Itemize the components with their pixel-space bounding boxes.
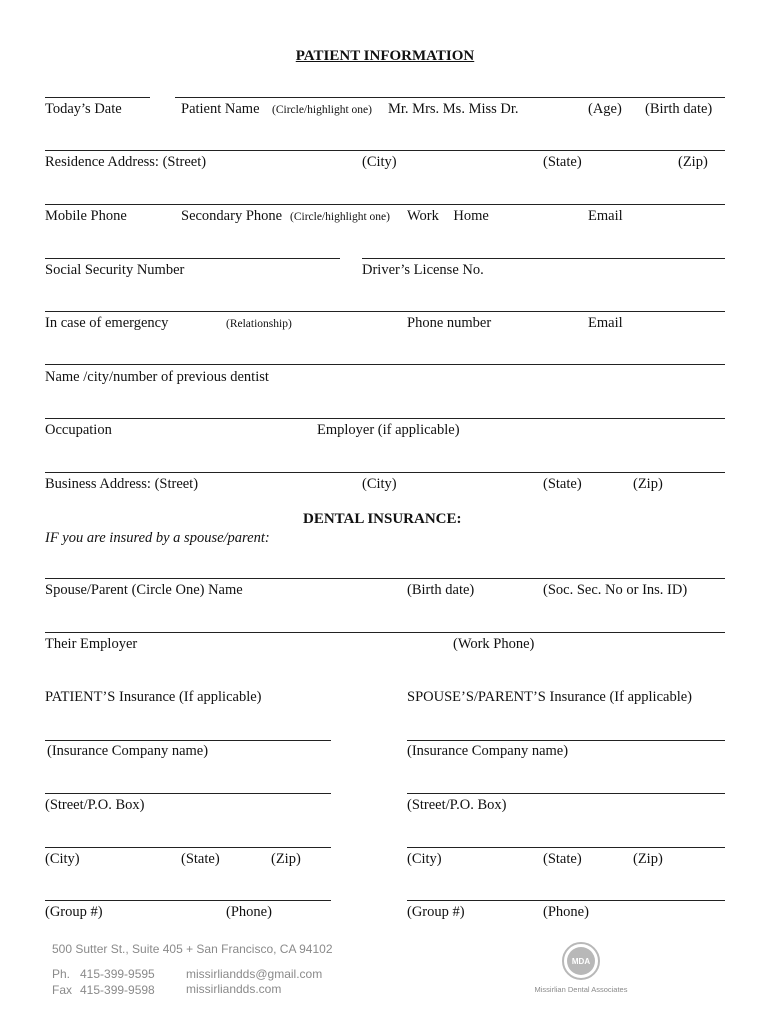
employer-label: Employer (if applicable) xyxy=(317,422,460,438)
patient-name-label: Patient Name xyxy=(181,101,260,117)
age-label: (Age) xyxy=(588,101,622,117)
their-employer-label: Their Employer xyxy=(45,636,138,652)
business-label: Business Address: (Street) xyxy=(45,476,199,492)
business-line[interactable] xyxy=(45,472,725,473)
residence-zip-label: (Zip) xyxy=(678,154,708,170)
circle-note: (Circle/highlight one) xyxy=(272,104,372,116)
work-phone-label: (Work Phone) xyxy=(453,636,535,652)
footer-phone-label: Ph. xyxy=(52,967,71,981)
footer-email: missirliandds@gmail.com xyxy=(186,967,323,981)
spouse-company-line[interactable] xyxy=(407,740,725,741)
spouse-zip-label: (Zip) xyxy=(633,851,663,867)
spouse-birth-label: (Birth date) xyxy=(407,582,475,598)
secondary-circle-note: (Circle/highlight one) xyxy=(290,211,390,223)
emergency-line[interactable] xyxy=(45,311,725,312)
mobile-phone-label: Mobile Phone xyxy=(45,208,127,224)
spouse-phone-label: (Phone) xyxy=(543,904,589,920)
footer-fax: 415-399-9598 xyxy=(80,983,155,997)
patient-company-label: (Insurance Company name) xyxy=(47,743,209,759)
residence-label: Residence Address: (Street) xyxy=(45,154,207,170)
patient-phone-label: (Phone) xyxy=(226,904,272,920)
prev-dentist-line[interactable] xyxy=(45,364,725,365)
patient-zip-label: (Zip) xyxy=(271,851,301,867)
patient-state-label: (State) xyxy=(181,851,220,867)
patient-city-label: (City) xyxy=(45,851,80,867)
spouse-ssn-label: (Soc. Sec. No or Ins. ID) xyxy=(543,582,688,598)
relationship-label: (Relationship) xyxy=(226,318,292,330)
spouse-street-line[interactable] xyxy=(407,793,725,794)
spouse-city-label: (City) xyxy=(407,851,442,867)
spouse-insurance-heading: SPOUSE’S/PARENT’S Insurance (If applicable) xyxy=(407,689,692,705)
insured-note: IF you are insured by a spouse/parent: xyxy=(45,530,270,546)
residence-state-label: (State) xyxy=(543,154,582,170)
ssn-label: Social Security Number xyxy=(45,262,185,278)
emergency-label: In case of emergency xyxy=(45,315,169,331)
footer-phone: 415-399-9595 xyxy=(80,967,155,981)
page-title: PATIENT INFORMATION xyxy=(295,48,475,64)
spouse-group-line[interactable] xyxy=(407,900,725,901)
patient-group-label: (Group #) xyxy=(45,904,103,920)
patient-city-line[interactable] xyxy=(45,847,331,848)
spouse-city-line[interactable] xyxy=(407,847,725,848)
footer-fax-label: Fax xyxy=(52,983,73,997)
their-employer-line[interactable] xyxy=(45,632,725,633)
spouse-state-label: (State) xyxy=(543,851,582,867)
birth-date-label: (Birth date) xyxy=(645,101,713,117)
license-label: Driver’s License No. xyxy=(362,262,484,278)
patient-street-label: (Street/P.O. Box) xyxy=(45,797,145,813)
prev-dentist-label: Name /city/number of previous dentist xyxy=(45,369,269,385)
title-options: Mr. Mrs. Ms. Miss Dr. xyxy=(388,101,519,117)
spouse-street-label: (Street/P.O. Box) xyxy=(407,797,507,813)
patient-group-line[interactable] xyxy=(45,900,331,901)
business-zip-label: (Zip) xyxy=(633,476,663,492)
mda-logo-icon xyxy=(562,942,600,980)
occupation-line[interactable] xyxy=(45,418,725,419)
business-city-label: (City) xyxy=(362,476,397,492)
residence-city-label: (City) xyxy=(362,154,397,170)
patient-name-line[interactable] xyxy=(175,97,725,98)
patient-street-line[interactable] xyxy=(45,793,331,794)
footer-website: missirliandds.com xyxy=(186,982,282,996)
emergency-email-label: Email xyxy=(588,315,623,331)
email-label: Email xyxy=(588,208,623,224)
insurance-heading: DENTAL INSURANCE: xyxy=(303,511,462,527)
secondary-phone-label: Secondary Phone xyxy=(181,208,283,224)
patient-insurance-heading: PATIENT’S Insurance (If applicable) xyxy=(45,689,262,705)
work-home-options: Work Home xyxy=(407,208,489,224)
logo-caption: Missirlian Dental Associates xyxy=(534,985,628,994)
todays-date-label: Today’s Date xyxy=(45,101,122,117)
spouse-line[interactable] xyxy=(45,578,725,579)
patient-company-line[interactable] xyxy=(45,740,331,741)
residence-line[interactable] xyxy=(45,150,725,151)
emergency-phone-label: Phone number xyxy=(407,315,492,331)
logo-text: MDA xyxy=(567,947,595,975)
todays-date-line[interactable] xyxy=(45,97,150,98)
occupation-label: Occupation xyxy=(45,422,112,438)
license-line[interactable] xyxy=(362,258,725,259)
ssn-line[interactable] xyxy=(45,258,340,259)
spouse-group-label: (Group #) xyxy=(407,904,465,920)
footer-address: 500 Sutter St., Suite 405 + San Francisco, CA 94102 xyxy=(52,942,333,956)
business-state-label: (State) xyxy=(543,476,582,492)
spouse-name-label: Spouse/Parent (Circle One) Name xyxy=(45,582,243,598)
phone-line[interactable] xyxy=(45,204,725,205)
spouse-company-label: (Insurance Company name) xyxy=(407,743,569,759)
